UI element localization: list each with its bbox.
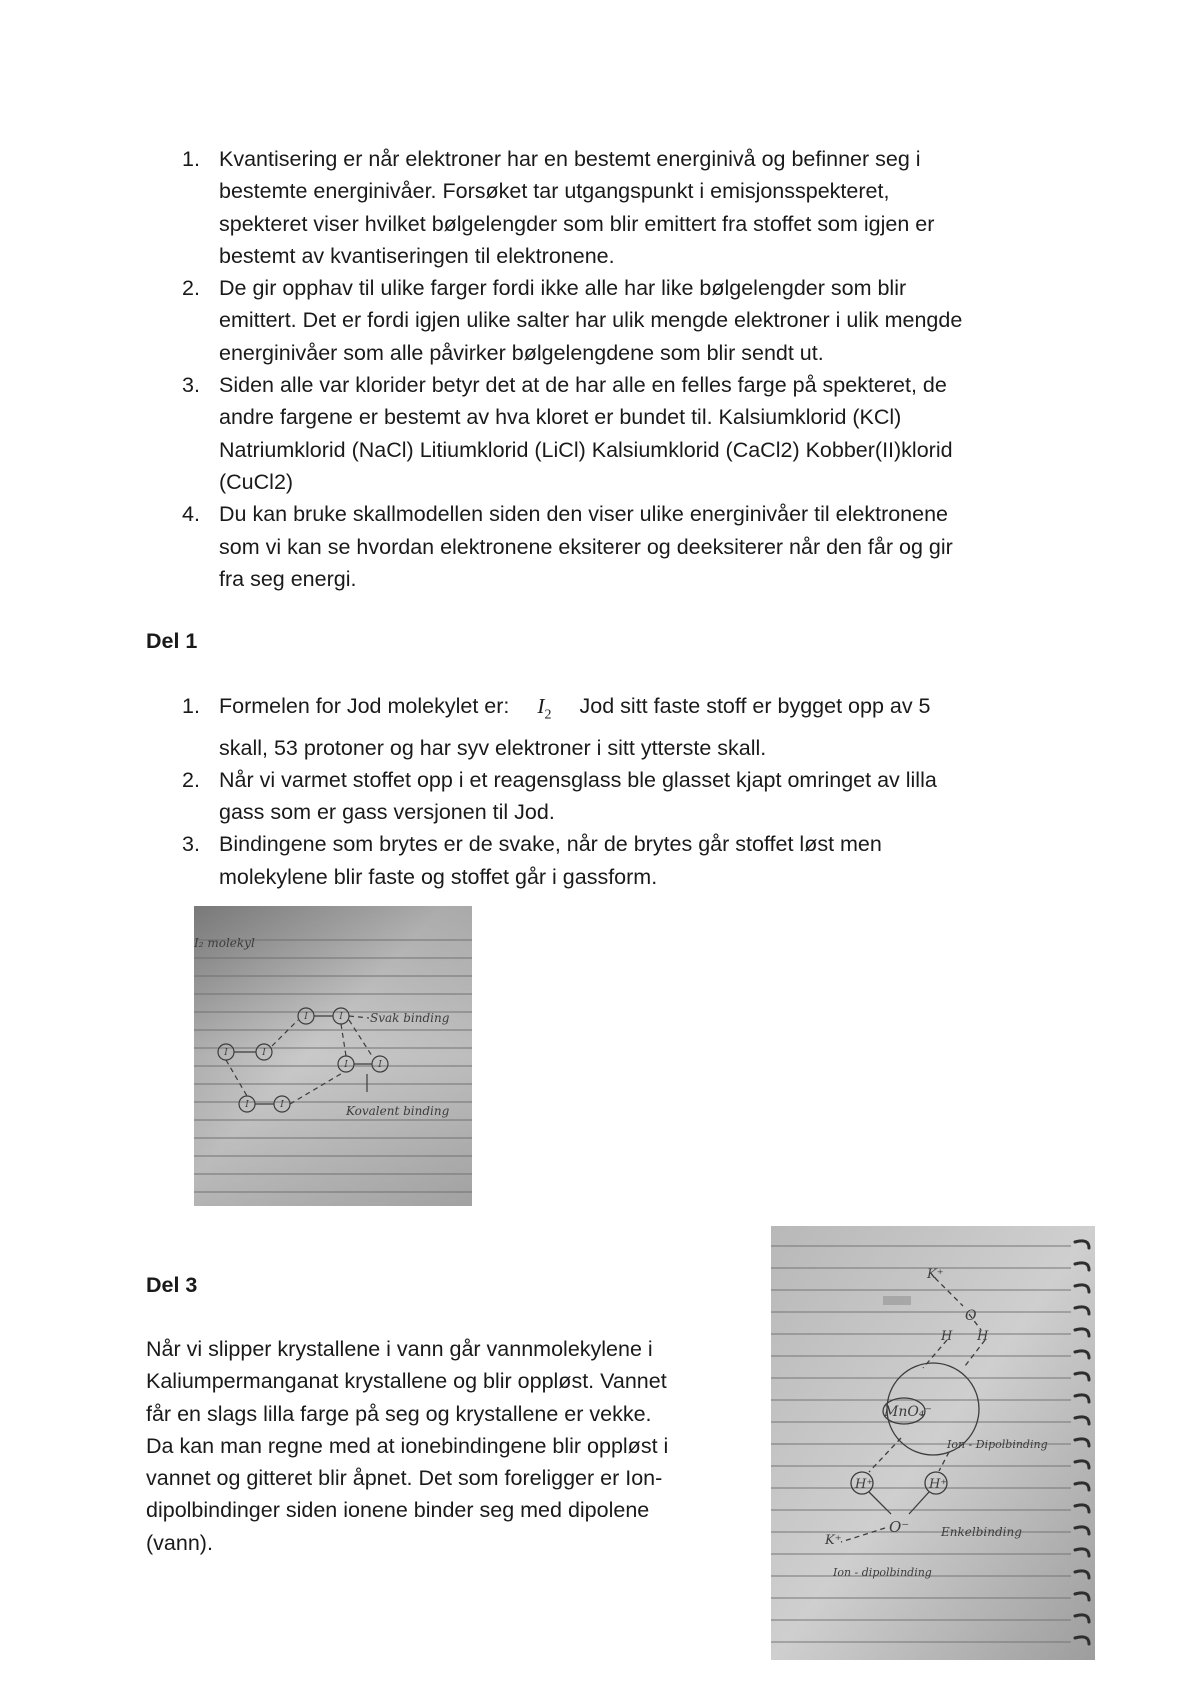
paragraph-line: dipolbindinger siden ionene binder seg med dipolene [146, 1498, 650, 1523]
paragraph-line: Da kan man regne med at ionebindingene blir oppløst i [146, 1433, 669, 1458]
list-line: andre fargene er bestemt av hva kloret er bundet til. Kalsiumklorid (KCl) [219, 405, 902, 430]
paragraph-line: (vann). [146, 1530, 213, 1555]
k-plus-bottom: K⁺ [825, 1533, 842, 1548]
h-plus-left: H⁺ [855, 1477, 874, 1492]
svg-text:I: I [224, 1048, 228, 1058]
section-heading-del3: Del 3 [146, 1273, 198, 1297]
label-ion-dipol-top: Ion - Dipolbinding [947, 1438, 1048, 1451]
paragraph-line: Kaliumpermanganat krystallene og blir oppløst. Vannet [146, 1369, 667, 1394]
list-line: bestemte energinivåer. Forsøket tar utgangspunkt i emisjonsspekteret, [219, 179, 890, 204]
list-number: 1. [182, 147, 200, 171]
paragraph-line: vannet og gitteret blir åpnet. Det som foreligger er Ion- [146, 1466, 663, 1491]
list-line: molekylene blir faste og stoffet går i gassform. [219, 864, 658, 889]
formula-after-text: Jod sitt faste stoff er bygget opp av 5 [579, 694, 931, 718]
list-number: 4. [182, 502, 200, 527]
list-item [146, 764, 1106, 829]
hydrogen-right: H [977, 1329, 989, 1344]
svg-text:I: I [339, 1012, 343, 1022]
list-line: Kvantisering er når elektroner har en bestemt energinivå og befinner seg i [219, 147, 921, 171]
label-weak-binding: Svak binding [370, 1011, 450, 1025]
list-number: 3. [182, 373, 200, 398]
list-line: Natriumklorid (NaCl) Litiumklorid (LiCl) Kalsiumklorid (CaCl2) Kobber(II)klorid [219, 437, 953, 462]
list-item [146, 143, 1106, 272]
svg-text:I: I [245, 1100, 249, 1110]
list-line: spekteret viser hvilket bølgelengder som blir emittert fra stoffet som igjen er [219, 211, 935, 236]
iodine-sketch-photo [194, 906, 472, 1206]
del1-list [146, 690, 1106, 893]
intro-list [146, 143, 1106, 595]
list-line: som vi kan se hvordan elektronene eksiterer og deeksiterer når den får og gir [219, 534, 953, 559]
list-item [146, 369, 1106, 498]
list-item [146, 690, 1106, 764]
list-line: energinivåer som alle påvirker bølgelengdene som blir sendt ut. [219, 340, 824, 365]
formula-intro-text: Formelen for Jod molekylet er: [219, 694, 510, 718]
permanganate-sketch-photo [771, 1226, 1095, 1660]
label-enkelbinding: Enkelbinding [941, 1525, 1022, 1539]
oxygen-bottom: O⁻ [889, 1518, 910, 1536]
list-line: emittert. Det er fordi igjen ulike salter har ulik mengde elektroner i ulik mengde [219, 308, 963, 333]
paragraph-line: får en slags lilla farge på seg og krystallene er vekke. [146, 1401, 652, 1426]
list-line: Bindingene som brytes er de svake, når de brytes går stoffet løst men [219, 832, 882, 857]
section-heading-del1: Del 1 [146, 629, 198, 653]
svg-text:I: I [280, 1100, 284, 1110]
iodine-formula: $I_2$ [537, 694, 552, 723]
svg-text:I: I [344, 1060, 348, 1070]
list-number: 3. [182, 832, 200, 857]
label-covalent-binding: Kovalent binding [346, 1104, 450, 1118]
svg-text:I: I [378, 1060, 382, 1070]
del3-paragraph [146, 1333, 746, 1559]
oxygen-top: O [965, 1308, 977, 1324]
list-number: 2. [182, 276, 200, 301]
list-item [146, 498, 1106, 595]
permanganate-ion: MnO₄⁻ [884, 1404, 932, 1420]
list-line: Du kan bruke skallmodellen siden den viser ulike energinivåer til elektronene [219, 502, 949, 527]
list-line: fra seg energi. [219, 566, 357, 591]
list-line: Når vi varmet stoffet opp i et reagensglass ble glasset kjapt omringet av lilla [219, 767, 937, 792]
label-ion-dipol-bottom: Ion - dipolbinding [833, 1566, 932, 1579]
svg-text:I: I [304, 1012, 308, 1022]
list-line: gass som er gass versjonen til Jod. [219, 800, 555, 825]
list-line: Siden alle var klorider betyr det at de har alle en felles farge på spekteret, de [219, 373, 947, 398]
list-line: De gir opphav til ulike farger fordi ikke alle har like bølgelengder som blir [219, 276, 907, 301]
list-line [219, 690, 1106, 732]
k-plus-top: K⁺ [927, 1267, 944, 1282]
hydrogen-left: H [941, 1329, 953, 1344]
list-line: (CuCl2) [219, 469, 294, 494]
list-item [146, 828, 1106, 893]
list-line: bestemt av kvantiseringen til elektronene. [219, 243, 615, 268]
h-plus-right: H⁺ [929, 1477, 948, 1492]
list-line: skall, 53 protoner og har syv elektroner i sitt ytterste skall. [219, 735, 767, 760]
list-number: 1. [182, 694, 200, 718]
svg-text:I: I [262, 1048, 266, 1058]
sketch-title: I₂ molekyl [194, 936, 255, 950]
paragraph-line: Når vi slipper krystallene i vann går vannmolekylene i [146, 1337, 653, 1361]
list-item [146, 272, 1106, 369]
list-number: 2. [182, 767, 200, 792]
